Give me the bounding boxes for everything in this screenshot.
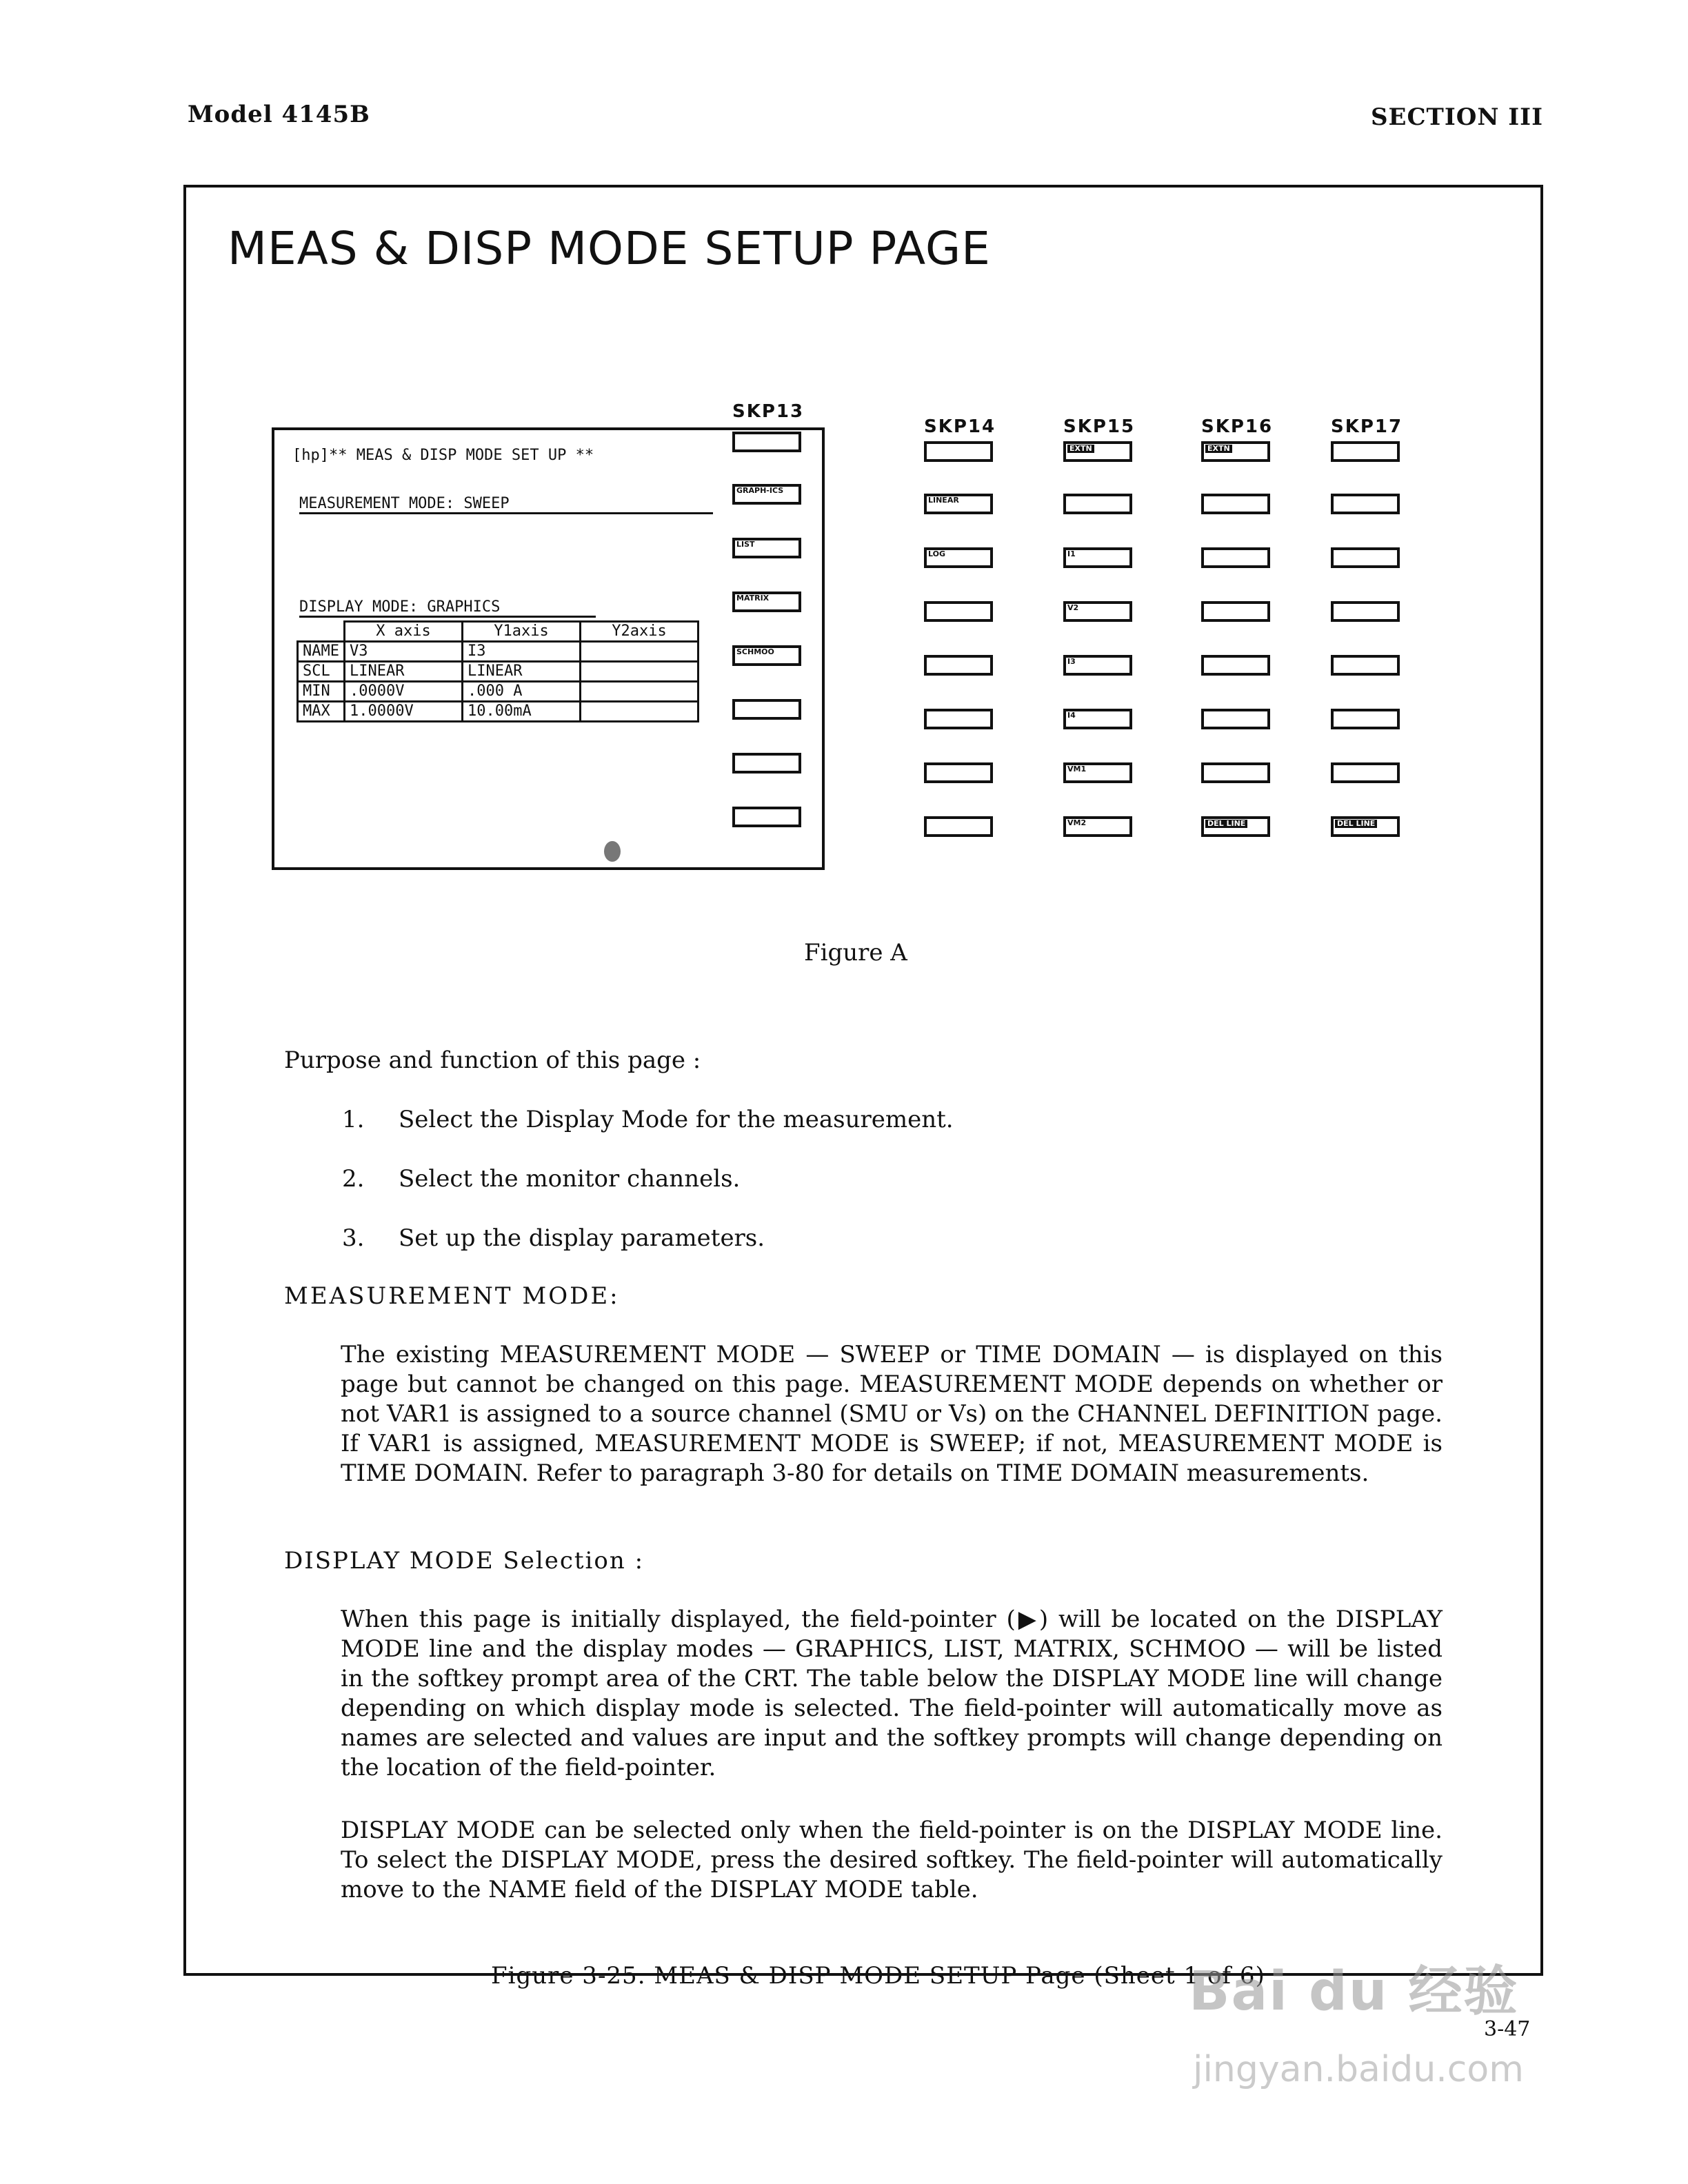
- softkey-button[interactable]: [924, 601, 993, 622]
- purpose-heading: Purpose and function of this page :: [284, 1046, 701, 1074]
- softkey-button[interactable]: [1331, 494, 1400, 514]
- softkey-button[interactable]: [1201, 816, 1270, 837]
- softkey-column: [1201, 441, 1273, 841]
- list-text: Set up the display parameters.: [399, 1224, 765, 1252]
- list-number: 2.: [342, 1165, 365, 1193]
- figure-a-caption: Figure A: [804, 939, 907, 967]
- softkey-button[interactable]: [1331, 547, 1400, 568]
- table-cell: LINEAR: [462, 662, 580, 682]
- softkey-column: [924, 441, 996, 841]
- softkey-button[interactable]: [924, 494, 993, 514]
- table-column-header: Y1axis: [462, 622, 580, 642]
- softkey-button[interactable]: [924, 655, 993, 676]
- table-cell: .000 A: [462, 682, 580, 702]
- softkey-button[interactable]: [1063, 709, 1132, 729]
- softkey-button[interactable]: [1063, 547, 1132, 568]
- list-item: [342, 1164, 740, 1194]
- softkey-button[interactable]: [1201, 601, 1270, 622]
- table-row: [298, 702, 699, 722]
- display-mode-paragraph-1: When this page is initially displayed, the field-pointer (▶) will be located on the DISPLAY MODE line and the display modes — GRAPHICS, LIST, MATRIX, SCHMOO — will be listed in the softkey prompt area of the CRT. The table below the DISPLAY MODE line will change depending on which display mode is selected. The field-pointer will automatically move as names are selected and values are input and the softkey prompts will change depending on the location of the field-pointer.: [341, 1606, 1443, 1781]
- softkey-button[interactable]: [1331, 816, 1400, 837]
- list-text: Select the monitor channels.: [399, 1165, 741, 1193]
- softkey-column: [732, 432, 804, 831]
- list-item: [342, 1223, 765, 1253]
- softkey-label: I1: [1067, 549, 1076, 558]
- crt-measurement-mode-line: MEASUREMENT MODE: SWEEP: [299, 495, 713, 514]
- table-cell: 1.0000V: [344, 702, 462, 722]
- softkey-button[interactable]: [1201, 494, 1270, 514]
- list-item: [342, 1104, 954, 1135]
- softkey-button[interactable]: [732, 592, 801, 612]
- measurement-mode-paragraph: The existing MEASUREMENT MODE — SWEEP or TIME DOMAIN — is displayed on this page but cannot be changed on this page. MEASUREMENT MODE depends on whether or not VAR1 is assigned to a source channel (SMU or Vs) on the CHANNEL DEFINITION page. If VAR1 is assigned, MEASUREMENT MODE is SWEEP; if not, MEASUREMENT MODE is TIME DOMAIN. Refer to paragraph 3-80 for details on TIME DOMAIN measurements.: [341, 1341, 1443, 1487]
- softkey-label: EXTN: [1205, 445, 1232, 453]
- page-number: 3-47: [1484, 2017, 1531, 2041]
- softkey-column: [1331, 441, 1403, 841]
- table-column-header: X axis: [344, 622, 462, 642]
- table-row-label: MIN: [298, 682, 345, 702]
- softkey-label: VM1: [1067, 765, 1087, 774]
- softkey-button[interactable]: [732, 753, 801, 774]
- softkey-button[interactable]: [1331, 762, 1400, 783]
- softkey-label: V2: [1067, 603, 1079, 612]
- table-row-label: NAME: [298, 642, 345, 662]
- softkey-label: LIST: [736, 540, 755, 549]
- table-row: [298, 642, 699, 662]
- table-cell: .0000V: [344, 682, 462, 702]
- softkey-button[interactable]: [924, 547, 993, 568]
- table-cell: V3: [344, 642, 462, 662]
- softkey-panel: [1063, 416, 1135, 841]
- softkey-panel-label: SKP14: [924, 416, 996, 437]
- table-cell: [580, 702, 698, 722]
- table-cell: LINEAR: [344, 662, 462, 682]
- softkey-panel: [924, 416, 996, 841]
- softkey-label: GRAPH-ICS: [736, 486, 784, 495]
- softkey-label: I4: [1067, 711, 1076, 720]
- figure-caption: Figure 3-25. MEAS & DISP MODE SETUP Page (Sheet 1 of 6): [491, 1962, 1265, 1990]
- softkey-label: LOG: [928, 549, 945, 558]
- softkey-label: VM2: [1067, 818, 1087, 827]
- list-number: 3.: [342, 1224, 365, 1252]
- softkey-panel-label: SKP13: [732, 401, 805, 422]
- softkey-button[interactable]: [1331, 709, 1400, 729]
- softkey-label: DEL LINE: [1335, 820, 1377, 828]
- softkey-label: LINEAR: [928, 496, 959, 505]
- softkey-button[interactable]: [1331, 441, 1400, 462]
- table-row: [298, 662, 699, 682]
- softkey-button[interactable]: [732, 484, 801, 505]
- list-text: Select the Display Mode for the measurement.: [399, 1106, 954, 1133]
- softkey-button[interactable]: [1201, 762, 1270, 783]
- softkey-label: SCHMOO: [736, 647, 774, 656]
- measurement-mode-heading: MEASUREMENT MODE:: [284, 1282, 620, 1310]
- table-cell: [580, 642, 698, 662]
- softkey-button[interactable]: [1063, 762, 1132, 783]
- softkey-label: MATRIX: [736, 594, 770, 603]
- watermark-url: jingyan.baidu.com: [1193, 2049, 1524, 2090]
- display-mode-table: [297, 620, 699, 722]
- crt-top-line: [hp]** MEAS & DISP MODE SET UP **: [292, 447, 594, 464]
- softkey-button[interactable]: [1063, 601, 1132, 622]
- softkey-button[interactable]: [1201, 655, 1270, 676]
- softkey-panel: [1201, 416, 1273, 841]
- list-number: 1.: [342, 1106, 365, 1133]
- softkey-button[interactable]: [1201, 547, 1270, 568]
- softkey-button[interactable]: [1201, 441, 1270, 462]
- softkey-panel-label: SKP16: [1201, 416, 1274, 437]
- table-row-label: SCL: [298, 662, 345, 682]
- header-model: Model 4145B: [188, 101, 370, 128]
- softkey-column: [1063, 441, 1135, 841]
- softkey-button[interactable]: [924, 816, 993, 837]
- softkey-label: EXTN: [1067, 445, 1094, 453]
- table-cell: [580, 682, 698, 702]
- softkey-button[interactable]: [1063, 655, 1132, 676]
- softkey-button[interactable]: [924, 762, 993, 783]
- softkey-label: I3: [1067, 657, 1076, 666]
- softkey-button[interactable]: [1063, 494, 1132, 514]
- softkey-button[interactable]: [732, 699, 801, 720]
- softkey-button[interactable]: [924, 709, 993, 729]
- softkey-button[interactable]: [1201, 709, 1270, 729]
- table-row-label: MAX: [298, 702, 345, 722]
- softkey-button[interactable]: [732, 432, 801, 452]
- crt-display-mode-line: DISPLAY MODE: GRAPHICS: [299, 598, 596, 618]
- softkey-panel: [732, 401, 804, 831]
- page-title: MEAS & DISP MODE SETUP PAGE: [228, 222, 991, 275]
- softkey-label: DEL LINE: [1205, 820, 1247, 828]
- table-header-row: [298, 622, 699, 642]
- softkey-button[interactable]: [924, 441, 993, 462]
- watermark-logo: Bai du 经验: [1189, 1961, 1519, 2023]
- softkey-button[interactable]: [1331, 655, 1400, 676]
- softkey-panel: [1331, 416, 1403, 841]
- display-mode-heading: DISPLAY MODE Selection :: [284, 1547, 645, 1575]
- display-mode-paragraph-2: DISPLAY MODE can be selected only when the field-pointer is on the DISPLAY MODE line. To select the DISPLAY MODE, press the desired softkey. The field-pointer will automatically move to the NAME field of the DISPLAY MODE table.: [341, 1817, 1443, 1903]
- softkey-button[interactable]: [1331, 601, 1400, 622]
- softkey-panel-label: SKP15: [1063, 416, 1136, 437]
- table-column-header: Y2axis: [580, 622, 698, 642]
- softkey-button[interactable]: [1063, 441, 1132, 462]
- header-section: SECTION III: [1371, 103, 1543, 131]
- table-cell: I3: [462, 642, 580, 662]
- softkey-button[interactable]: [732, 807, 801, 827]
- table-row: [298, 682, 699, 702]
- softkey-button[interactable]: [732, 645, 801, 666]
- ink-blot: [604, 841, 621, 862]
- table-corner: [298, 622, 345, 642]
- softkey-button[interactable]: [732, 538, 801, 558]
- softkey-panel-label: SKP17: [1331, 416, 1403, 437]
- table-cell: 10.00mA: [462, 702, 580, 722]
- table-cell: [580, 662, 698, 682]
- softkey-button[interactable]: [1063, 816, 1132, 837]
